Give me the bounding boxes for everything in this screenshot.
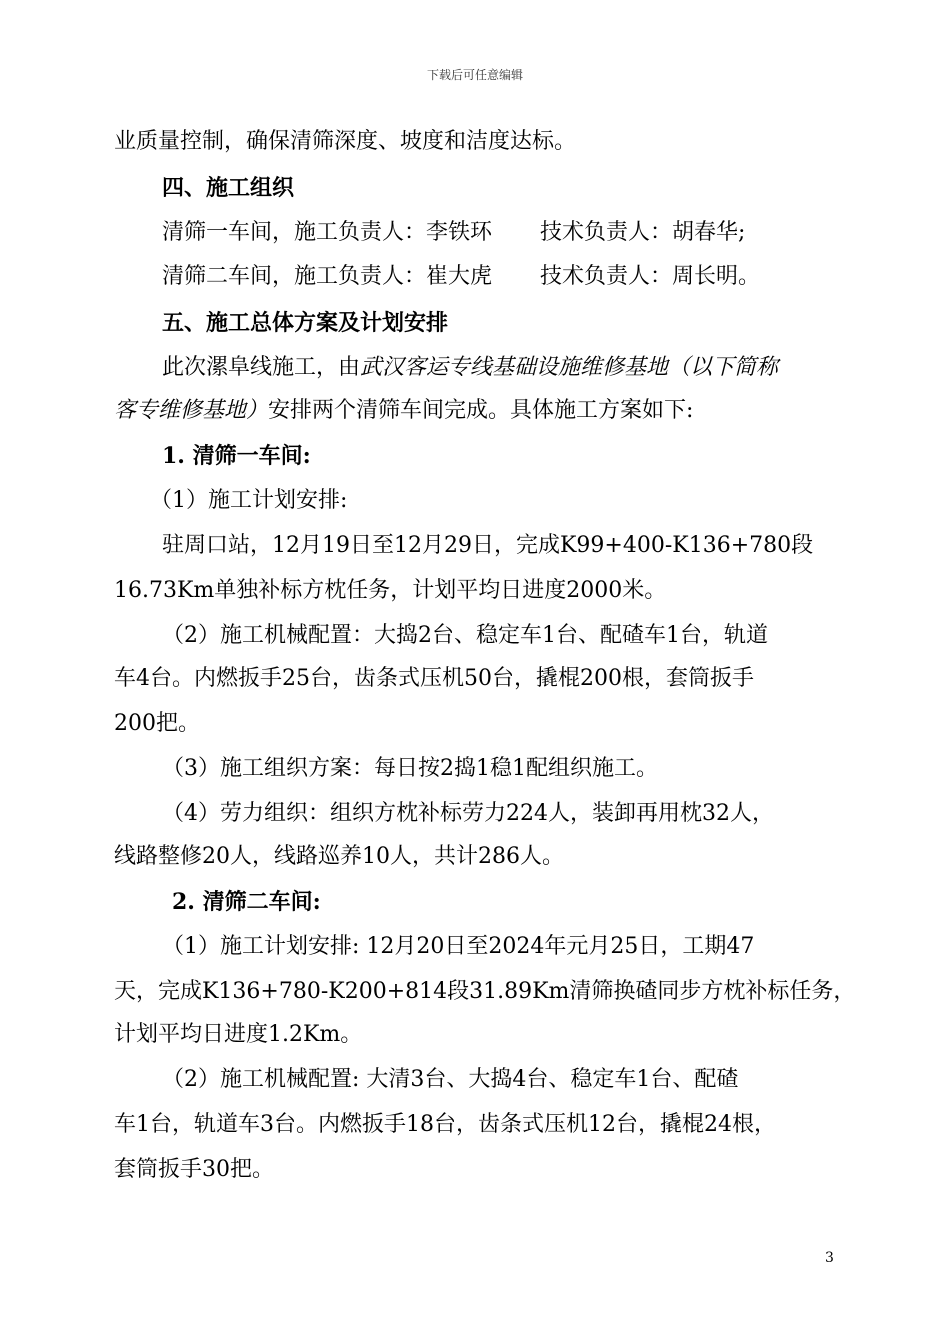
paragraph-line: 驻周口站，12月19日至12月29日，完成K99+400-K136+780段: [162, 533, 814, 558]
paragraph-line: 车4台。内燃扳手25台，齿条式压机50台，撬棍200根，套筒扳手: [114, 666, 754, 691]
page-number: 3: [825, 1250, 834, 1266]
paragraph-line: [162, 353, 778, 383]
paragraph-line: （2）施工机械配置: 大清3台、大捣4台、稳定车1台、配碴: [162, 1067, 739, 1092]
paragraph-line: 套筒扳手30把。: [114, 1157, 274, 1182]
italic-span: 武汉客运专线基础设施维修基地（以下简称: [360, 355, 779, 380]
paragraph-line: 天，完成K136+780-K200+814段31.89Km清筛换碴同步方枕补标任务，: [114, 979, 856, 1004]
paragraph-line: （1）施工计划安排: 12月20日至2024年元月25日，工期47: [162, 934, 755, 959]
paragraph-line: 业质量控制，确保清筛深度、坡度和洁度达标。: [114, 129, 577, 154]
workshop1-lead: 清筛一车间，施工负责人：李铁环: [162, 220, 493, 245]
section-heading-organization: 四、施工组织: [162, 175, 295, 201]
italic-span: 客专维修基地）: [114, 398, 269, 423]
paragraph-line: [114, 396, 693, 426]
paragraph-line: （1）施工计划安排:: [150, 488, 348, 513]
paragraph-line: 200把。: [114, 711, 200, 736]
paragraph-line: [162, 218, 745, 248]
subsection-heading-workshop2: 2. 清筛二车间:: [172, 889, 321, 915]
text-span: 安排两个清筛车间完成。具体施工方案如下:: [268, 398, 694, 423]
paragraph-line: （4）劳力组织：组织方枕补标劳力224人，装卸再用枕32人，: [162, 801, 774, 826]
text-span: 此次漯阜线施工，由: [162, 355, 361, 380]
paragraph-line: [162, 262, 760, 292]
paragraph-line: 线路整修20人，线路巡养10人，共计286人。: [114, 844, 564, 869]
workshop1-tech: 技术负责人：胡春华;: [540, 220, 746, 245]
workshop2-lead: 清筛二车间，施工负责人：崔大虎: [162, 264, 493, 289]
paragraph-line: 计划平均日进度1.2Km。: [114, 1022, 363, 1047]
paragraph-line: 16.73Km单独补标方枕任务，计划平均日进度2000米。: [114, 578, 667, 603]
paragraph-line: 车1台，轨道车3台。内燃扳手18台，齿条式压机12台，撬棍24根，: [114, 1112, 776, 1137]
workshop2-tech: 技术负责人：周长明。: [540, 264, 761, 289]
paragraph-line: （3）施工组织方案：每日按2捣1稳1配组织施工。: [162, 756, 658, 781]
page-header: 下载后可任意编辑: [426, 68, 523, 82]
subsection-heading-workshop1: 1. 清筛一车间:: [162, 443, 311, 469]
section-heading-plan: 五、施工总体方案及计划安排: [162, 310, 449, 336]
paragraph-line: （2）施工机械配置：大捣2台、稳定车1台、配碴车1台，轨道: [162, 623, 768, 648]
